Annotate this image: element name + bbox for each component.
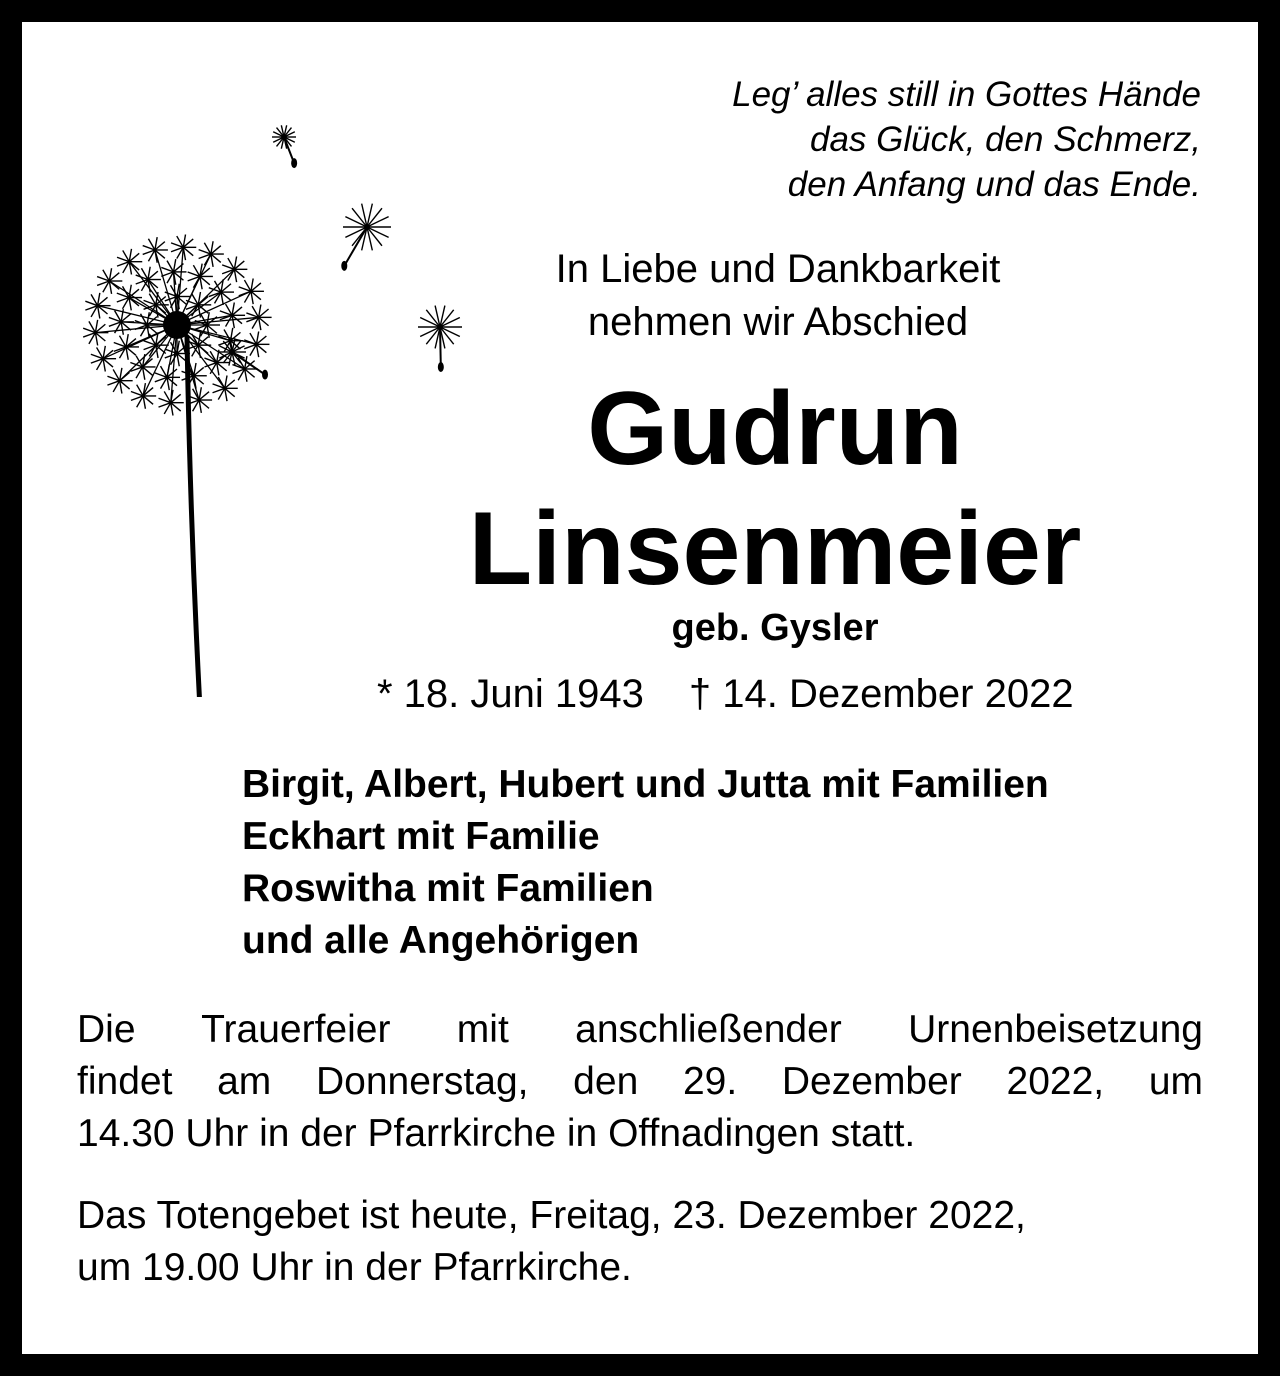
life-dates: [377, 670, 1074, 718]
funeral-line: 14.30 Uhr in der Pfarrkirche in Offnadingen statt.: [77, 1112, 916, 1155]
intro-line: In Liebe und Dankbarkeit: [555, 247, 1001, 291]
mourner-line: und alle Angehörigen: [242, 919, 640, 962]
funeral-line: findet am Donnerstag, den 29. Dezember 2022, um: [77, 1060, 1203, 1103]
deceased-last-name: Linsenmeier: [468, 491, 1082, 607]
funeral-info: [77, 1004, 1203, 1160]
obituary-notice: [22, 22, 1258, 1354]
prayer-info: [77, 1190, 1203, 1294]
mourner-line: Birgit, Albert, Hubert und Jutta mit Familien: [242, 763, 1049, 806]
seed-head-icon: [83, 235, 271, 416]
maiden-name: geb. Gysler: [671, 607, 879, 649]
poem-line: den Anfang und das Ende.: [787, 165, 1201, 204]
seed-icon: [341, 204, 391, 271]
birth-date: * 18. Juni 1943: [377, 672, 644, 716]
intro-line: nehmen wir Abschied: [587, 300, 969, 344]
seed-icon: [272, 125, 297, 168]
poem-line: Leg’ alles still in Gottes Hände: [732, 75, 1201, 114]
mourners-list: [242, 759, 1049, 967]
deceased-first-name: Gudrun: [587, 371, 963, 487]
prayer-line: Das Totengebet ist heute, Freitag, 23. Dezember 2022,: [77, 1194, 1026, 1237]
funeral-line: Die Trauerfeier mit anschließender Urnenbeisetzung: [77, 1008, 1203, 1051]
mourner-line: Eckhart mit Familie: [242, 815, 600, 858]
mourner-line: Roswitha mit Familien: [242, 867, 654, 910]
prayer-line: um 19.00 Uhr in der Pfarrkirche.: [77, 1246, 632, 1289]
farewell-intro: [442, 243, 1114, 349]
poem-verse: [732, 72, 1201, 207]
death-date: † 14. Dezember 2022: [688, 672, 1074, 716]
poem-line: das Glück, den Schmerz,: [810, 120, 1201, 159]
